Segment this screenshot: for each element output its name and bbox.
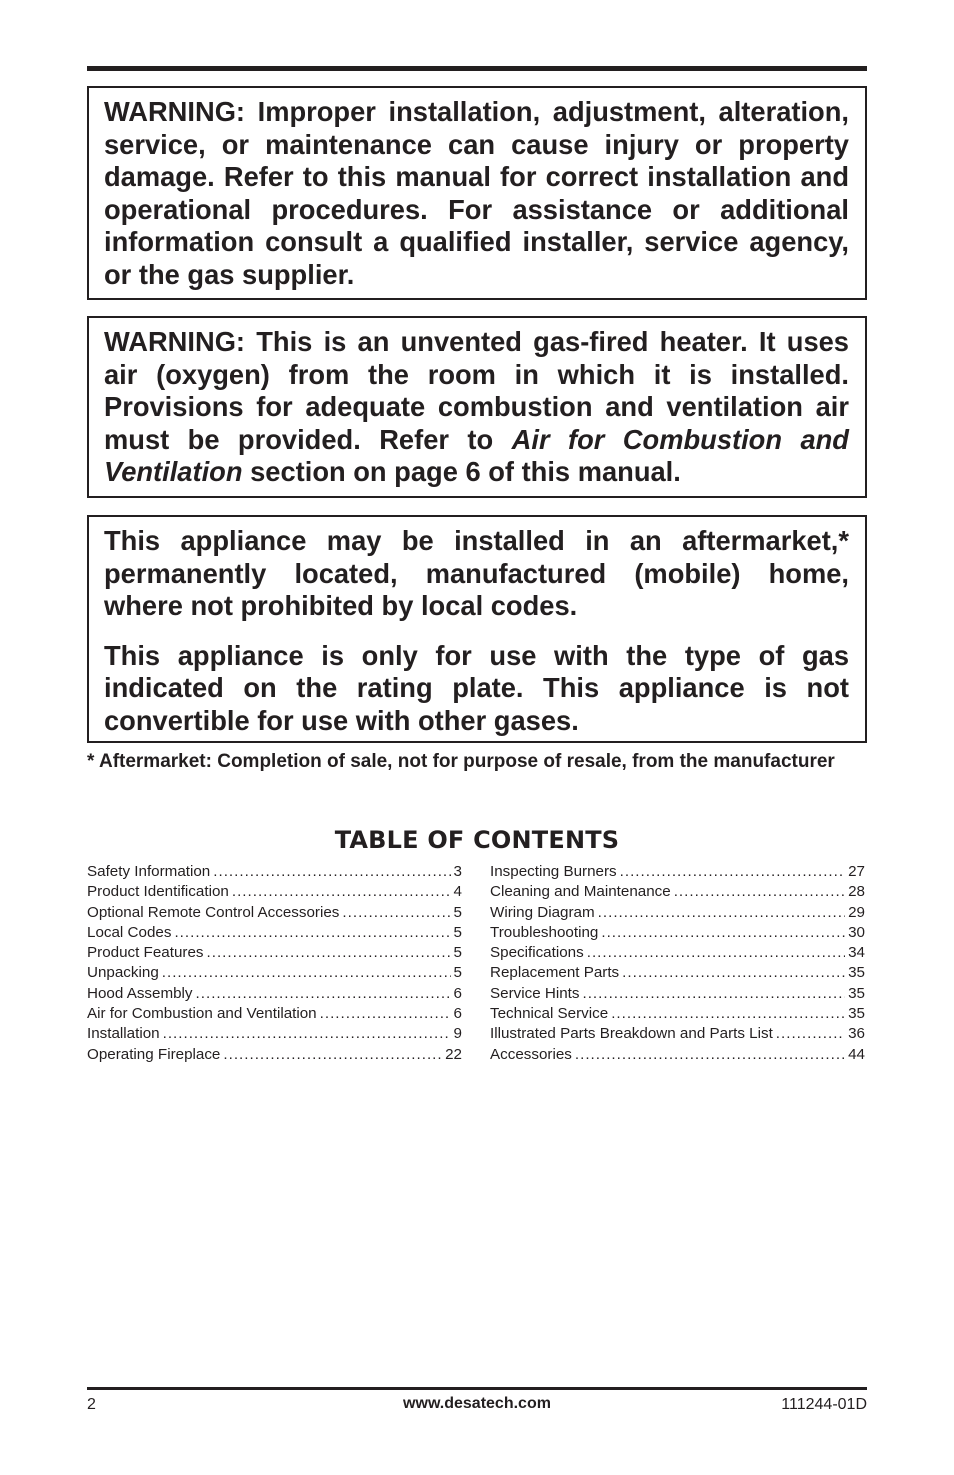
toc-right-column [490,862,865,1065]
toc-entry-page: 5 [453,944,462,962]
toc-dot-leader [622,963,845,983]
toc-dot-leader [232,882,451,902]
toc-entry-label: Unpacking [87,964,159,982]
warning-unvented-section-ref: Air for Combustion and Ventilation [104,423,849,487]
toc-entry-page: 35 [848,1005,865,1023]
toc-entry-page: 3 [453,863,462,880]
toc-entry-page: 5 [453,964,462,982]
warning-unvented-text [104,326,849,489]
toc-entry[interactable] [87,963,462,983]
toc-entry[interactable] [87,943,462,963]
toc-dot-leader [174,923,450,943]
toc-entry-label: Cleaning and Maintenance [490,883,671,901]
toc-entry[interactable] [87,903,462,923]
toc-entry-page: 35 [848,984,865,1002]
toc-entry[interactable] [490,923,865,943]
toc-entry-label: Product Features [87,944,204,962]
website-link[interactable]: www.desatech.com [403,1395,551,1412]
toc-dot-leader [320,1004,451,1024]
warning-box-installation [87,86,867,300]
toc-entry[interactable] [490,1024,865,1044]
toc-entry[interactable] [490,903,865,923]
toc-entry[interactable] [87,1045,462,1065]
toc-entry[interactable] [490,1045,865,1065]
toc-entry-page: 35 [848,964,865,982]
toc-entry[interactable] [490,1004,865,1024]
toc-entry[interactable] [490,943,865,963]
toc-title: TABLE OF CONTENTS [334,826,620,854]
toc-entry-page: 36 [848,1025,865,1043]
toc-left-column [87,862,462,1065]
toc-dot-leader [674,882,845,902]
toc-entry[interactable] [490,984,865,1004]
toc-entry[interactable] [87,862,462,882]
toc-dot-leader [213,862,450,882]
toc-dot-leader [575,1045,845,1065]
toc-entry-label: Wiring Diagram [490,903,595,921]
toc-entry-label: Technical Service [490,1005,609,1023]
toc-entry-page: 27 [848,863,865,880]
toc-entry-page: 9 [453,1025,462,1043]
aftermarket-footnote: * Aftermarket: Completion of sale, not for purpose of resale, from the manufacturer [87,751,835,772]
notice-box-appliance [87,515,867,743]
toc-entry[interactable] [490,963,865,983]
toc-entry-label: Service Hints [490,984,580,1002]
toc-entry-page: 22 [445,1045,462,1063]
toc-dot-leader [223,1045,442,1065]
toc-entry-page: 34 [848,944,865,962]
footer-rule [87,1387,867,1390]
warning-unvented-tail: section on page 6 of this manual. [242,456,681,487]
toc-entry-label: Inspecting Burners [490,863,617,880]
toc-entry-label: Specifications [490,944,584,962]
document-code: 111244-01D [781,1396,867,1413]
toc-dot-leader [196,984,451,1004]
toc-entry[interactable] [490,862,865,882]
toc-entry-page: 6 [453,1005,462,1023]
toc-entry-label: Accessories [490,1045,572,1063]
toc-entry[interactable] [87,984,462,1004]
toc-dot-leader [162,963,451,983]
toc-entry[interactable] [87,1004,462,1024]
warning-box-unvented [87,316,867,498]
toc-entry-page: 4 [453,883,462,901]
toc-entry-label: Operating Fireplace [87,1045,221,1063]
toc-entry-page: 5 [453,903,462,921]
toc-entry-label: Replacement Parts [490,964,620,982]
toc-entry-page: 44 [848,1045,865,1063]
toc-dot-leader [587,943,845,963]
toc-entry[interactable] [490,882,865,902]
toc-dot-leader [598,903,845,923]
toc-entry-page: 28 [848,883,865,901]
toc-entry[interactable] [87,923,462,943]
toc-entry-label: Local Codes [87,923,172,941]
toc-entry-label: Troubleshooting [490,923,599,941]
toc-entry-label: Illustrated Parts Breakdown and Parts List [490,1025,773,1043]
toc-dot-leader [207,943,451,963]
toc-dot-leader [620,862,845,882]
toc-dot-leader [611,1004,845,1024]
warning-installation-text: WARNING: Improper installation, adjustment, alteration, service, or maintenance can cause injury or property damage. Refer to this manual for correct installation and operational procedures. For assistance or additional information consult a qualified installer, service agency, or the gas supplier. [104,96,849,290]
toc-dot-leader [776,1024,845,1044]
toc-entry-label: Air for Combustion and Ventilation [87,1005,317,1023]
toc-dot-leader [342,903,450,923]
toc-dot-leader [163,1024,451,1044]
toc-dot-leader [582,984,845,1004]
warning-unvented-lead: WARNING: This is an unvented gas-fired heater. It uses air (oxygen) from the room in which it is installed. Provisions for adequate combustion and ventilation air must be provided. Refer to [104,326,849,455]
toc-entry-label: Hood Assembly [87,984,193,1002]
toc-entry-label: Installation [87,1025,160,1043]
top-rule [87,66,867,71]
toc-entry-page: 30 [848,923,865,941]
notice-mobile-home-text: This appliance may be installed in an aftermarket,* permanently located, manufactured (mobile) home, where not prohibited by local codes. [104,525,849,621]
toc-entry-page: 6 [453,984,462,1002]
toc-entry[interactable] [87,1024,462,1044]
page-number: 2 [87,1396,96,1413]
toc-entry[interactable] [87,882,462,902]
toc-entry-label: Product Identification [87,883,229,901]
toc-entry-label: Optional Remote Control Accessories [87,903,340,921]
toc-entry-page: 29 [848,903,865,921]
toc-entry-page: 5 [453,923,462,941]
notice-gas-type-text: This appliance is only for use with the type of gas indicated on the rating plate. This appliance is not convertible for use with other gases. [104,639,849,736]
toc-dot-leader [601,923,845,943]
toc-entry-label: Safety Information [87,863,211,880]
